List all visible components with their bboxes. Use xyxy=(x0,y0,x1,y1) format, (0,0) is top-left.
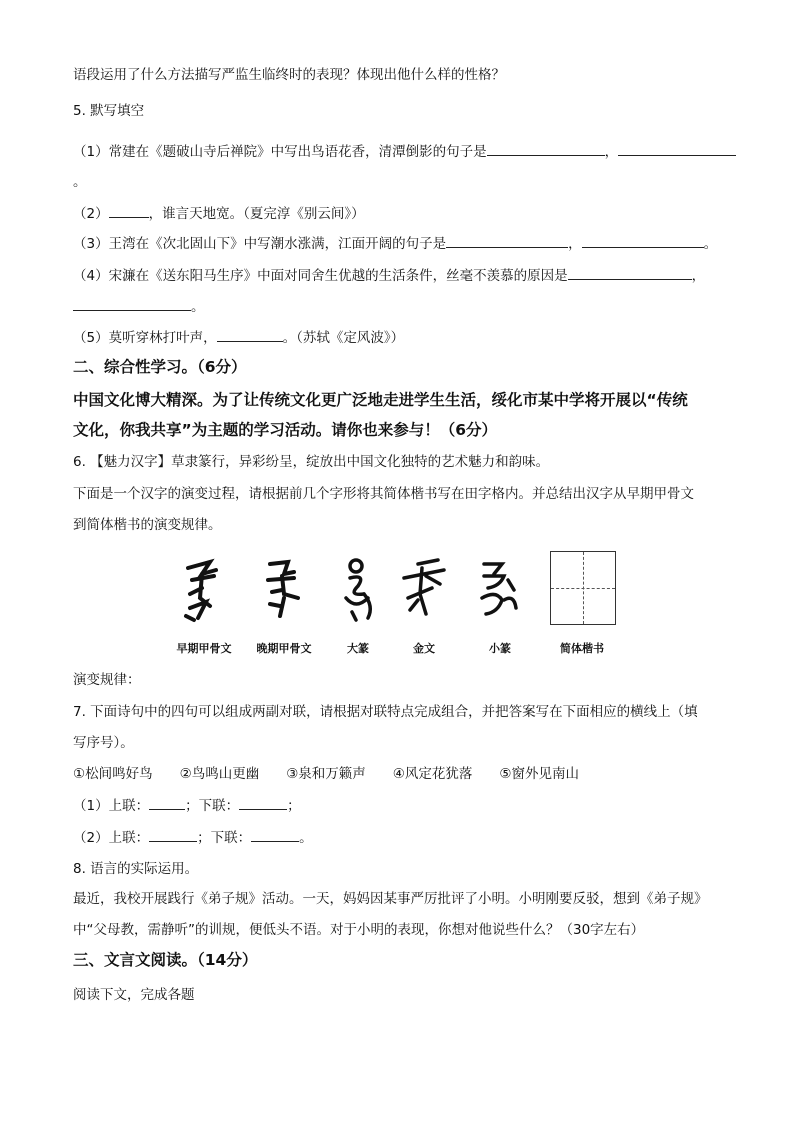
character-evolution-figure xyxy=(162,548,622,660)
text: 。（苏轼《定风波》） xyxy=(282,330,405,346)
question-5-1 xyxy=(73,141,736,162)
section-3-instruction xyxy=(73,985,195,1005)
text: 中“父母教，需静听”的训规，便低头不语。对于小明的表现，你想对他说些什么？（30字左右） xyxy=(73,922,645,938)
answer-blank[interactable] xyxy=(217,327,283,342)
section-2-heading xyxy=(73,357,247,377)
answer-blank[interactable] xyxy=(487,141,605,156)
text: ，谁言天地宽。（夏完淳《别云间》） xyxy=(148,206,365,222)
text: 中国文化博大精深。为了让传统文化更广泛地走进学生生活，绥化市某中学将开展以“传统 xyxy=(73,391,688,409)
text: 到简体楷书的演变规律。 xyxy=(73,517,222,533)
caption-small-seal: 小篆 xyxy=(489,642,511,655)
text: 二、综合性学习。（6分） xyxy=(73,358,247,376)
text: 写序号）。 xyxy=(73,735,134,751)
text: （5）莫听穿林打叶声， xyxy=(73,330,217,346)
section-2-intro xyxy=(73,390,688,410)
text: ， xyxy=(568,236,582,252)
question-7-2 xyxy=(73,827,313,848)
text: 文化，你我共享”为主题的学习活动。请你也来参与！（6分） xyxy=(73,421,497,439)
text: 8. 语言的实际运用。 xyxy=(73,861,199,877)
caption-regular-script: 简体楷书 xyxy=(560,642,604,655)
question-6-text-cont xyxy=(73,515,222,535)
evolution-rule-label xyxy=(73,670,141,690)
question-7-1 xyxy=(73,795,301,816)
question-7-text xyxy=(73,702,698,722)
small-seal-glyph xyxy=(474,554,522,624)
question-7-options xyxy=(73,764,579,784)
text: 。 xyxy=(191,299,205,315)
answer-blank[interactable] xyxy=(446,233,568,248)
question-5-4-cont xyxy=(73,296,205,317)
question-line xyxy=(73,65,505,85)
text: （2） xyxy=(73,206,109,222)
answer-blank[interactable] xyxy=(582,233,704,248)
text: 7. 下面诗句中的四句可以组成两副对联，请根据对联特点完成组合，并把答案写在下面相应的横线上（填 xyxy=(73,704,698,720)
caption-bronze: 金文 xyxy=(413,642,435,655)
answer-blank[interactable] xyxy=(568,265,692,280)
text: 演变规律： xyxy=(73,672,141,688)
text: 阅读下文，完成各题 xyxy=(73,987,195,1003)
text: 5. 默写填空 xyxy=(73,103,145,119)
answer-blank[interactable] xyxy=(149,827,197,842)
text: （1）上联： xyxy=(73,798,150,814)
text: 三、文言文阅读。（14分） xyxy=(73,951,258,969)
text: 语段运用了什么方法描写严监生临终时的表现？体现出他什么样的性格？ xyxy=(73,67,505,83)
question-5-3 xyxy=(73,233,717,254)
text: 6. 【魅力汉字】草隶篆行，异彩纷呈，绽放出中国文化独特的艺术魅力和韵味。 xyxy=(73,454,550,470)
grid-vertical-guide xyxy=(583,552,584,624)
answer-blank[interactable] xyxy=(251,827,299,842)
oracle-bone-late-glyph xyxy=(260,554,306,624)
tian-zi-grid-answer-box[interactable] xyxy=(550,551,616,625)
answer-blank[interactable] xyxy=(618,141,736,156)
question-5-2 xyxy=(73,203,365,224)
answer-blank[interactable] xyxy=(109,203,149,218)
text: ①松间鸣好鸟 ②鸟鸣山更幽 ③泉和万籁声 ④风定花犹落 ⑤窗外见南山 xyxy=(73,766,580,782)
text: （4）宋濂在《送东阳马生序》中面对同舍生优越的生活条件，丝毫不羡慕的原因是 xyxy=(73,268,568,284)
answer-blank[interactable] xyxy=(73,296,191,311)
question-6-text xyxy=(73,484,694,504)
question-5-1-end xyxy=(73,172,87,192)
text: 最近，我校开展践行《弟子规》活动。一天，妈妈因某事严厉批评了小明。小明刚要反驳，想到《弟子规》 xyxy=(73,891,708,907)
question-8-text-cont xyxy=(73,920,644,940)
text: ， xyxy=(691,268,706,284)
text: 。 xyxy=(73,174,87,190)
oracle-bone-early-glyph xyxy=(180,554,228,624)
text: 。 xyxy=(299,830,313,846)
text: ； xyxy=(287,798,301,814)
text: ；下联： xyxy=(185,798,240,814)
text: 下面是一个汉字的演变过程，请根据前几个字形将其简体楷书写在田字格内。并总结出汉字从早期甲骨文 xyxy=(73,486,694,502)
text: 。 xyxy=(703,236,718,252)
question-6-heading xyxy=(73,452,549,472)
text: ， xyxy=(604,144,619,160)
section-2-intro-cont xyxy=(73,420,497,440)
question-5-5 xyxy=(73,327,404,348)
great-seal-glyph xyxy=(338,554,382,624)
text: （3）王湾在《次北固山下》中写潮水涨满，江面开阔的句子是 xyxy=(73,236,447,252)
section-3-heading xyxy=(73,950,257,970)
question-8-text xyxy=(73,889,708,909)
caption-late-oracle: 晚期甲骨文 xyxy=(256,642,312,655)
question-7-text-cont xyxy=(73,733,134,753)
text: （2）上联： xyxy=(73,830,150,846)
answer-blank[interactable] xyxy=(149,795,185,810)
text: ；下联： xyxy=(197,830,252,846)
caption-early-oracle: 早期甲骨文 xyxy=(176,642,232,655)
caption-great-seal: 大篆 xyxy=(347,642,369,655)
answer-blank[interactable] xyxy=(239,795,287,810)
text: （1）常建在《题破山寺后禅院》中写出鸟语花香，清潭倒影的句子是 xyxy=(73,144,487,160)
question-5-4 xyxy=(73,265,705,286)
bronze-script-glyph xyxy=(396,554,452,624)
question-8-heading xyxy=(73,859,198,879)
question-5-heading xyxy=(73,101,144,121)
